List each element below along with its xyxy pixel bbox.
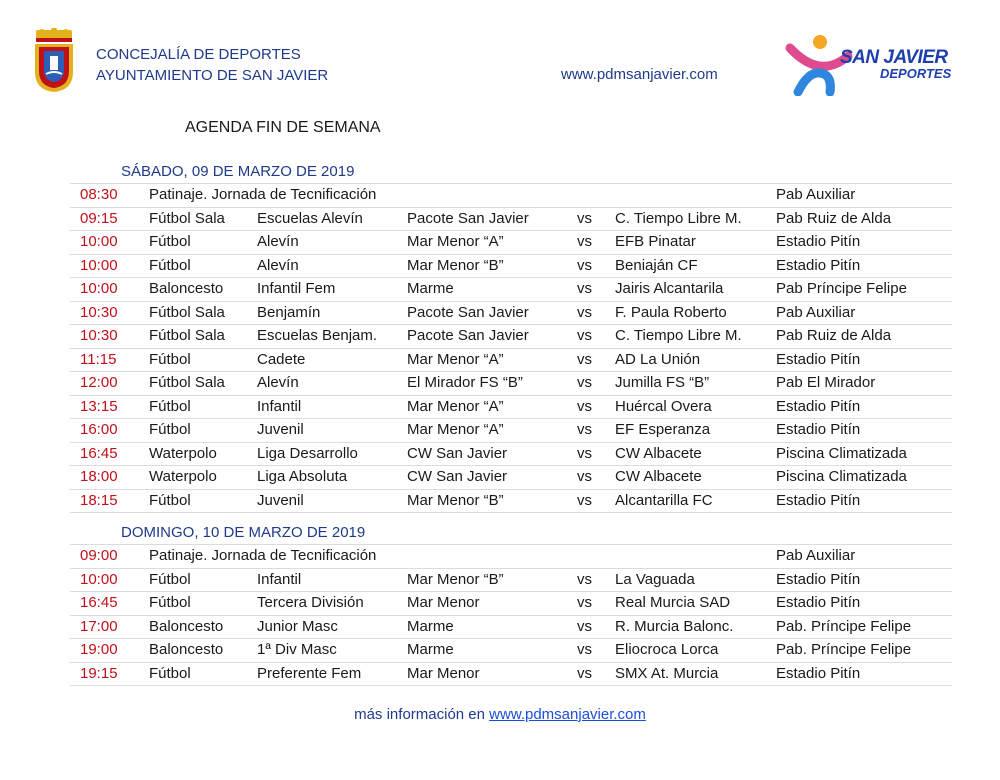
event-away-team: SMX At. Murcia	[615, 664, 719, 682]
footer	[0, 706, 1000, 723]
event-venue: Estadio Pitín	[776, 570, 861, 588]
event-category: Escuelas Alevín	[257, 209, 363, 227]
event-sport: Fútbol Sala	[149, 374, 225, 391]
event-venue: Pab. Príncipe Felipe	[776, 617, 912, 635]
event-category: Infantil	[257, 570, 302, 588]
event-time: 10:30	[80, 327, 118, 344]
event-time: 19:00	[80, 641, 118, 658]
day-section	[70, 161, 952, 513]
event-sport: Baloncesto	[149, 641, 224, 658]
table-row	[70, 349, 952, 373]
event-vs: vs	[577, 491, 592, 509]
event-time: 13:15	[80, 397, 118, 415]
event-sport: Fútbol	[149, 350, 191, 368]
event-venue: Estadio Pitín	[776, 421, 861, 438]
event-time: 16:45	[80, 444, 118, 462]
event-away-team: CW Albacete	[615, 444, 702, 462]
event-home-team: Pacote San Javier	[407, 327, 529, 344]
event-category: Liga Desarrollo	[257, 444, 358, 462]
event-away-team: EFB Pinatar	[615, 233, 696, 250]
day-section	[70, 522, 952, 686]
event-vs: vs	[577, 233, 592, 250]
event-sport: Patinaje. Jornada de Tecnificación	[149, 547, 377, 564]
table-row	[70, 231, 952, 255]
event-sport: Fútbol	[149, 256, 191, 274]
event-vs: vs	[577, 444, 592, 462]
event-away-team: La Vaguada	[615, 570, 695, 588]
event-vs: vs	[577, 617, 592, 635]
event-venue: Pab Príncipe Felipe	[776, 280, 907, 297]
event-time: 16:00	[80, 421, 118, 438]
event-category: Infantil Fem	[257, 280, 336, 297]
event-sport: Fútbol Sala	[149, 303, 225, 321]
event-venue: Pab Ruiz de Alda	[776, 327, 892, 344]
event-home-team: Marme	[407, 280, 454, 297]
event-away-team: Huércal Overa	[615, 397, 712, 415]
event-sport: Fútbol	[149, 233, 191, 250]
table-row	[70, 663, 952, 687]
event-time: 17:00	[80, 617, 118, 635]
org-line-1: CONCEJALÍA DE DEPORTES	[96, 46, 301, 63]
table-row	[70, 466, 952, 490]
event-time: 10:00	[80, 280, 118, 297]
event-vs: vs	[577, 209, 592, 227]
event-table	[70, 183, 952, 513]
table-row	[70, 208, 952, 232]
event-venue: Pab Ruiz de Alda	[776, 209, 892, 227]
table-row	[70, 419, 952, 443]
event-away-team: Eliocroca Lorca	[615, 641, 719, 658]
logo-text	[840, 47, 952, 82]
event-sport: Patinaje. Jornada de Tecnificación	[149, 186, 377, 203]
event-sport: Fútbol	[149, 421, 191, 438]
footer-text: más información en	[354, 706, 490, 723]
event-sport: Baloncesto	[149, 280, 224, 297]
event-sport: Waterpolo	[149, 468, 217, 485]
event-home-team: CW San Javier	[407, 444, 508, 462]
table-row	[70, 302, 952, 326]
event-time: 09:15	[80, 209, 118, 227]
table-row	[70, 325, 952, 349]
event-category: Juvenil	[257, 421, 304, 438]
day-title: DOMINGO, 10 DE MARZO DE 2019	[121, 524, 366, 541]
table-row	[70, 255, 952, 279]
event-vs: vs	[577, 421, 592, 438]
event-sport: Fútbol	[149, 594, 191, 611]
logo-line-1: SAN JAVIER	[840, 47, 948, 68]
event-sport: Fútbol	[149, 397, 191, 415]
event-venue: Estadio Pitín	[776, 397, 861, 415]
event-category: Tercera División	[257, 594, 364, 611]
event-venue: Pab El Mirador	[776, 374, 876, 391]
event-away-team: Jumilla FS “B”	[615, 374, 710, 391]
event-venue: Pab Auxiliar	[776, 186, 856, 203]
event-category: Benjamín	[257, 303, 321, 321]
event-home-team: CW San Javier	[407, 468, 508, 485]
event-sport: Fútbol	[149, 664, 191, 682]
event-venue: Estadio Pitín	[776, 491, 861, 509]
event-time: 10:00	[80, 256, 118, 274]
event-away-team: R. Murcia Balonc.	[615, 617, 734, 635]
event-time: 11:15	[80, 350, 117, 368]
table-row	[70, 396, 952, 420]
event-home-team: Pacote San Javier	[407, 303, 529, 321]
event-venue: Estadio Pitín	[776, 664, 861, 682]
event-category: Liga Absoluta	[257, 468, 348, 485]
table-row	[70, 443, 952, 467]
event-table	[70, 544, 952, 686]
event-venue: Pab. Príncipe Felipe	[776, 641, 912, 658]
event-home-team: Mar Menor “B”	[407, 491, 504, 509]
event-sport: Fútbol Sala	[149, 209, 225, 227]
coat-of-arms-icon	[32, 28, 76, 94]
table-row	[70, 184, 952, 208]
event-time: 18:15	[80, 491, 118, 509]
event-venue: Piscina Climatizada	[776, 468, 907, 485]
event-away-team: AD La Unión	[615, 350, 701, 368]
table-row	[70, 545, 952, 569]
event-category: 1ª Div Masc	[257, 641, 337, 658]
event-vs: vs	[577, 303, 592, 321]
event-sport: Fútbol Sala	[149, 327, 225, 344]
table-row	[70, 278, 952, 302]
event-vs: vs	[577, 570, 592, 588]
table-row	[70, 372, 952, 396]
event-sport: Fútbol	[149, 491, 191, 509]
event-away-team: Beniaján CF	[615, 256, 698, 274]
event-category: Alevín	[257, 256, 299, 274]
event-vs: vs	[577, 280, 592, 297]
logo-line-2: DEPORTES	[880, 66, 952, 81]
event-time: 10:00	[80, 570, 118, 588]
event-vs: vs	[577, 664, 592, 682]
event-home-team: Marme	[407, 617, 454, 635]
event-venue: Pab Auxiliar	[776, 303, 856, 321]
event-category: Alevín	[257, 233, 299, 250]
event-time: 19:15	[80, 664, 118, 682]
event-home-team: Mar Menor “A”	[407, 350, 504, 368]
event-sport: Baloncesto	[149, 617, 224, 635]
event-away-team: Alcantarilla FC	[615, 491, 713, 509]
event-home-team: Mar Menor	[407, 594, 480, 611]
event-vs: vs	[577, 468, 592, 485]
event-vs: vs	[577, 256, 592, 274]
event-time: 12:00	[80, 374, 118, 391]
event-away-team: CW Albacete	[615, 468, 702, 485]
event-vs: vs	[577, 374, 592, 391]
event-home-team: Mar Menor	[407, 664, 480, 682]
event-time: 18:00	[80, 468, 118, 485]
table-row	[70, 569, 952, 593]
event-category: Junior Masc	[257, 617, 338, 635]
event-home-team: Mar Menor “A”	[407, 233, 504, 250]
website-url[interactable]: www.pdmsanjavier.com	[561, 66, 718, 83]
organization-name	[96, 44, 328, 86]
table-row	[70, 616, 952, 640]
event-away-team: C. Tiempo Libre M.	[615, 209, 742, 227]
event-category: Juvenil	[257, 491, 304, 509]
event-time: 08:30	[80, 186, 118, 203]
org-line-2: AYUNTAMIENTO DE SAN JAVIER	[96, 67, 329, 84]
table-row	[70, 639, 952, 663]
event-home-team: Mar Menor “A”	[407, 421, 504, 438]
event-home-team: Marme	[407, 641, 454, 658]
event-sport: Waterpolo	[149, 444, 217, 462]
event-venue: Estadio Pitín	[776, 233, 861, 250]
event-vs: vs	[577, 594, 592, 611]
event-home-team: Mar Menor “B”	[407, 256, 504, 274]
event-vs: vs	[577, 327, 592, 344]
event-vs: vs	[577, 641, 592, 658]
event-category: Preferente Fem	[257, 664, 362, 682]
event-home-team: El Mirador FS “B”	[407, 374, 523, 391]
event-away-team: F. Paula Roberto	[615, 303, 727, 321]
day-title: SÁBADO, 09 DE MARZO DE 2019	[121, 163, 355, 180]
event-time: 10:30	[80, 303, 118, 321]
event-home-team: Mar Menor “A”	[407, 397, 504, 415]
table-row	[70, 592, 952, 616]
event-vs: vs	[577, 397, 592, 415]
event-category: Cadete	[257, 350, 306, 368]
table-row	[70, 490, 952, 514]
event-category: Escuelas Benjam.	[257, 327, 378, 344]
event-time: 10:00	[80, 233, 118, 250]
event-home-team: Mar Menor “B”	[407, 570, 504, 588]
event-venue: Estadio Pitín	[776, 350, 861, 368]
event-away-team: Real Murcia SAD	[615, 594, 731, 611]
event-venue: Piscina Climatizada	[776, 444, 907, 462]
event-category: Infantil	[257, 397, 302, 415]
event-category: Alevín	[257, 374, 299, 391]
event-time: 16:45	[80, 594, 118, 611]
event-away-team: EF Esperanza	[615, 421, 711, 438]
page-title: AGENDA FIN DE SEMANA	[185, 119, 381, 136]
event-venue: Pab Auxiliar	[776, 547, 856, 564]
event-home-team: Pacote San Javier	[407, 209, 529, 227]
event-away-team: Jairis Alcantarila	[615, 280, 724, 297]
event-vs: vs	[577, 350, 592, 368]
event-sport: Fútbol	[149, 570, 191, 588]
event-time: 09:00	[80, 547, 118, 564]
event-venue: Estadio Pitín	[776, 594, 861, 611]
event-away-team: C. Tiempo Libre M.	[615, 327, 742, 344]
footer-link[interactable]: www.pdmsanjavier.com	[489, 706, 646, 723]
event-venue: Estadio Pitín	[776, 256, 861, 274]
